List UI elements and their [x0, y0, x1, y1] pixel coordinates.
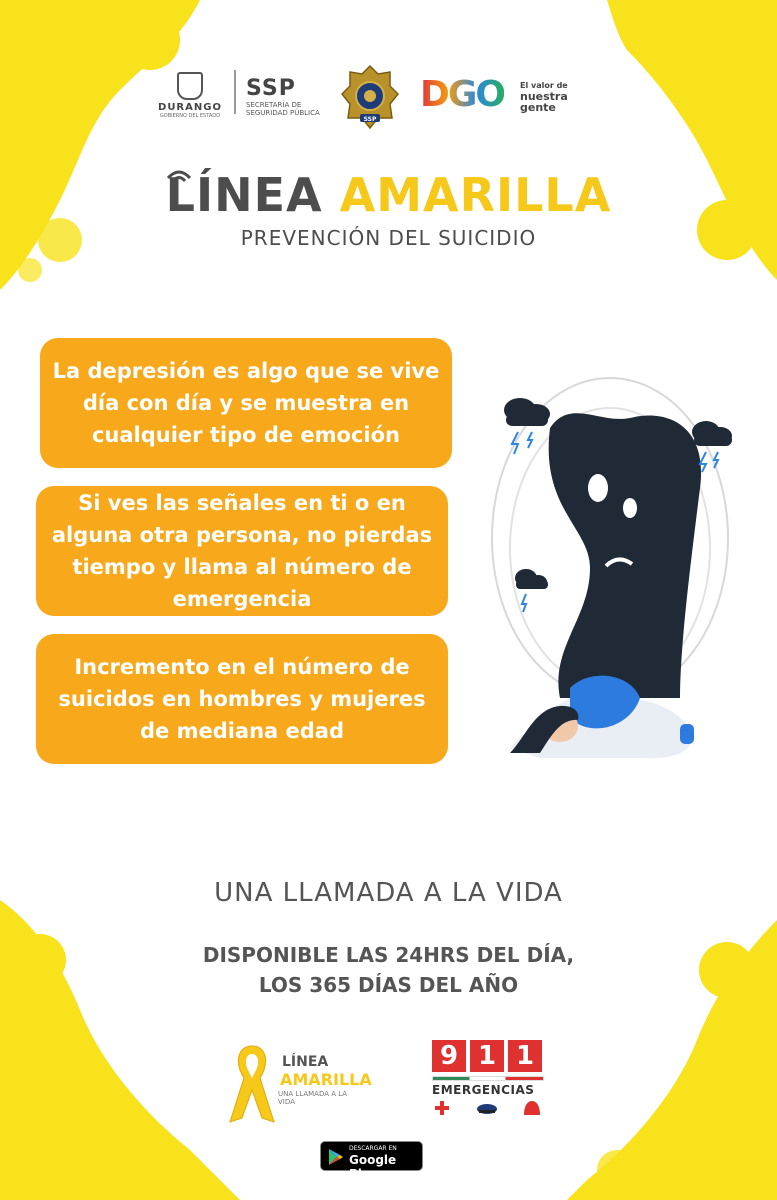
page-title	[0, 168, 777, 222]
storm-cloud-icon-small	[515, 569, 548, 612]
ribbon-icon	[222, 1038, 282, 1128]
e911-flag-bar	[432, 1076, 544, 1081]
availability-line-2: LOS 365 DÍAS DEL AÑO	[258, 973, 519, 997]
yellow-splash-top-left	[0, 0, 230, 300]
e911-service-icons	[432, 1097, 542, 1117]
la-logo-line-1: LÍNEA	[282, 1054, 329, 1070]
message-box-1: La depresión es algo que se vive día con día y se muestra en cualquier tipo de emoción	[40, 338, 452, 468]
durango-subtitle: GOBIERNO DEL ESTADO	[159, 113, 221, 119]
e911-digit-1: 9	[432, 1040, 466, 1072]
police-cap-icon	[477, 1104, 497, 1114]
signal-icon	[164, 164, 194, 188]
dgo-letters: DGO	[420, 74, 505, 115]
title-part-1: LÍNEA	[165, 168, 323, 222]
google-play-big-text: Google Play	[349, 1153, 397, 1181]
e911-digit-2: 1	[470, 1040, 504, 1072]
page-subtitle: PREVENCIÓN DEL SUICIDIO	[240, 226, 537, 250]
dgo-slogan-1: El valor de	[520, 81, 568, 90]
title-block	[0, 168, 777, 250]
yellow-splash-bottom-left	[0, 880, 240, 1200]
storm-cloud-icon-left	[504, 398, 550, 454]
e911-digit-3: 1	[508, 1040, 542, 1072]
dgo-slogan	[520, 80, 590, 113]
dgo-logo	[420, 74, 568, 115]
dgo-slogan-2: nuestra	[520, 90, 568, 103]
message-box-3: Incremento en el número de suicidos en hombres y mujeres de mediana edad	[36, 634, 448, 764]
message-box-2: Si ves las señales en ti o en alguna otra persona, no pierdas tiempo y llama al número de emergencia	[36, 486, 448, 616]
availability-text	[0, 940, 777, 1000]
e911-label: EMERGENCIAS	[432, 1083, 535, 1097]
title-part-2: AMARILLA	[339, 168, 612, 222]
google-play-small-text: DESCARGAR EN	[349, 1145, 397, 1152]
red-cross-icon	[435, 1101, 449, 1115]
ssp-line-2: SEGURIDAD PÚBLICA	[246, 109, 320, 117]
google-play-button[interactable]	[320, 1141, 423, 1181]
depression-illustration	[480, 368, 740, 768]
durango-logo	[150, 72, 230, 119]
police-badge-icon	[340, 64, 400, 130]
ssp-logo	[246, 76, 320, 117]
durango-name: DURANGO	[158, 102, 222, 113]
google-play-icon	[328, 1148, 344, 1166]
logo-divider	[234, 70, 236, 114]
emergencias-911-logo	[432, 1040, 548, 1120]
footer-slogan: UNA LLAMADA A LA VIDA	[214, 878, 563, 908]
badge-text: SSP	[363, 116, 377, 123]
ssp-abbr: SSP	[246, 76, 296, 101]
la-logo-line-3: UNA LLAMADA A LA VIDA	[278, 1090, 348, 1106]
firefighter-helmet-icon	[524, 1101, 540, 1115]
dgo-slogan-3: gente	[520, 101, 556, 114]
durango-crest-icon	[177, 72, 203, 100]
la-logo-line-2: AMARILLA	[280, 1070, 372, 1089]
header-logos	[150, 68, 590, 138]
ssp-line-1: SECRETARÍA DE	[246, 101, 302, 109]
availability-line-1: DISPONIBLE LAS 24HRS DEL DÍA,	[202, 943, 575, 967]
linea-amarilla-logo	[222, 1038, 372, 1128]
yellow-splash-top-right	[577, 0, 777, 300]
